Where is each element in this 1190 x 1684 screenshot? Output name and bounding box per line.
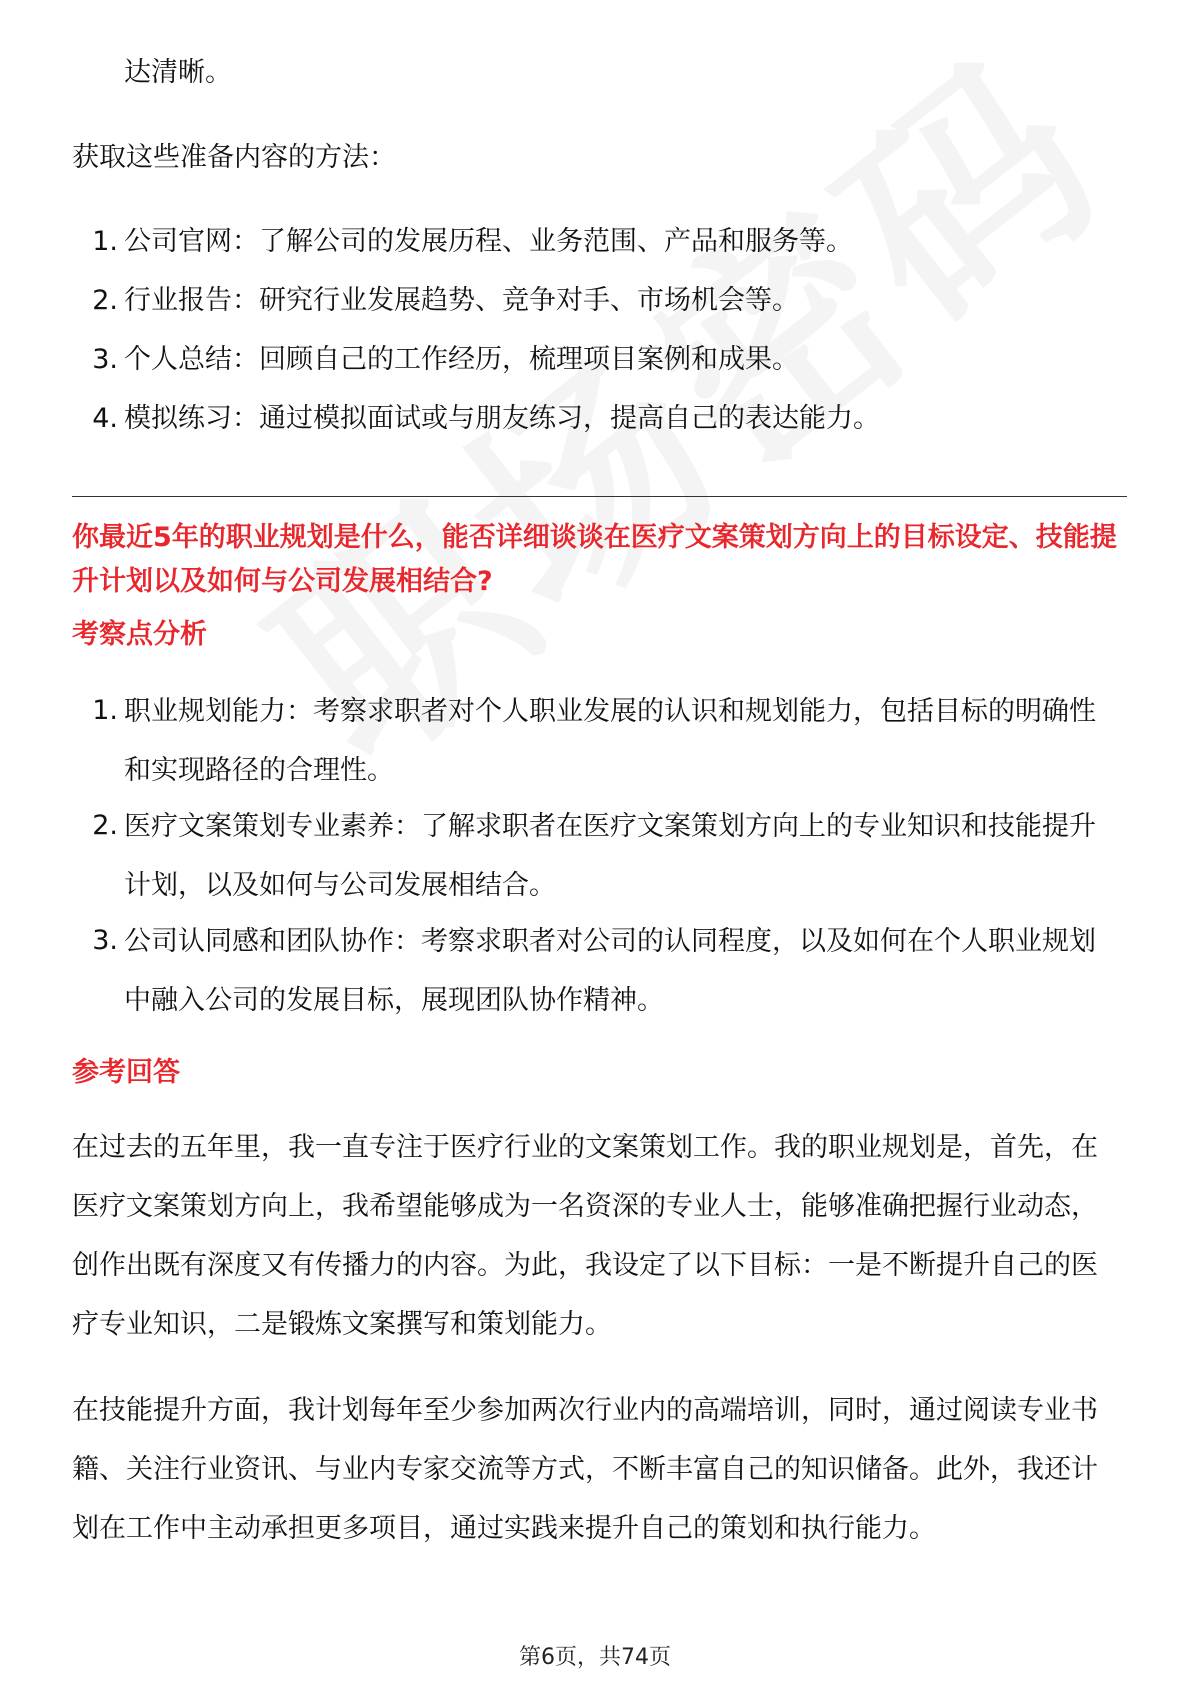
continued-text: 达清晰。	[124, 57, 232, 88]
list-number: 3.	[92, 925, 118, 956]
list-number: 4.	[92, 403, 118, 434]
list-number: 2.	[92, 285, 118, 316]
methods-heading: 获取这些准备内容的方法：	[72, 142, 396, 173]
answer-heading: 参考回答	[72, 1057, 180, 1088]
list-item: 行业报告：研究行业发展趋势、竞争对手、市场机会等。	[124, 285, 799, 316]
question-title: 你最近5年的职业规划是什么，能否详细谈谈在医疗文案策划方向上的目标设定、技能提升计划以及如何与公司发展相结合?	[72, 522, 1117, 597]
analysis-heading: 考察点分析	[72, 619, 207, 650]
answer-paragraph: 在技能提升方面，我计划每年至少参加两次行业内的高端培训，同时，通过阅读专业书籍、关注行业资讯、与业内专家交流等方式，不断丰富自己的知识储备。此外，我还计划在工作中主动承担更多项目，通过实践来提升自己的策划和执行能力。	[72, 1395, 1098, 1544]
list-item: 职业规划能力：考察求职者对个人职业发展的认识和规划能力，包括目标的明确性和实现路径的合理性。	[124, 696, 1096, 786]
section-divider	[72, 496, 1127, 497]
list-number: 3.	[92, 344, 118, 375]
list-item: 医疗文案策划专业素养：了解求职者在医疗文案策划方向上的专业知识和技能提升计划，以及如何与公司发展相结合。	[124, 811, 1096, 901]
list-number: 1.	[92, 226, 118, 257]
answer-paragraph: 在过去的五年里，我一直专注于医疗行业的文案策划工作。我的职业规划是，首先，在医疗文案策划方向上，我希望能够成为一名资深的专业人士，能够准确把握行业动态，创作出既有深度又有传播力的内容。为此，我设定了以下目标：一是不断提升自己的医疗专业知识，二是锻炼文案撰写和策划能力。	[72, 1132, 1098, 1340]
list-item: 公司官网：了解公司的发展历程、业务范围、产品和服务等。	[124, 226, 853, 257]
list-number: 2.	[92, 810, 118, 841]
list-number: 1.	[92, 695, 118, 726]
page-number: 第6页，共74页	[519, 1645, 671, 1670]
list-item: 公司认同感和团队协作：考察求职者对公司的认同程度，以及如何在个人职业规划中融入公司的发展目标，展现团队协作精神。	[124, 926, 1096, 1016]
list-item: 个人总结：回顾自己的工作经历，梳理项目案例和成果。	[124, 344, 799, 375]
list-item: 模拟练习：通过模拟面试或与朋友练习，提高自己的表达能力。	[124, 403, 880, 434]
